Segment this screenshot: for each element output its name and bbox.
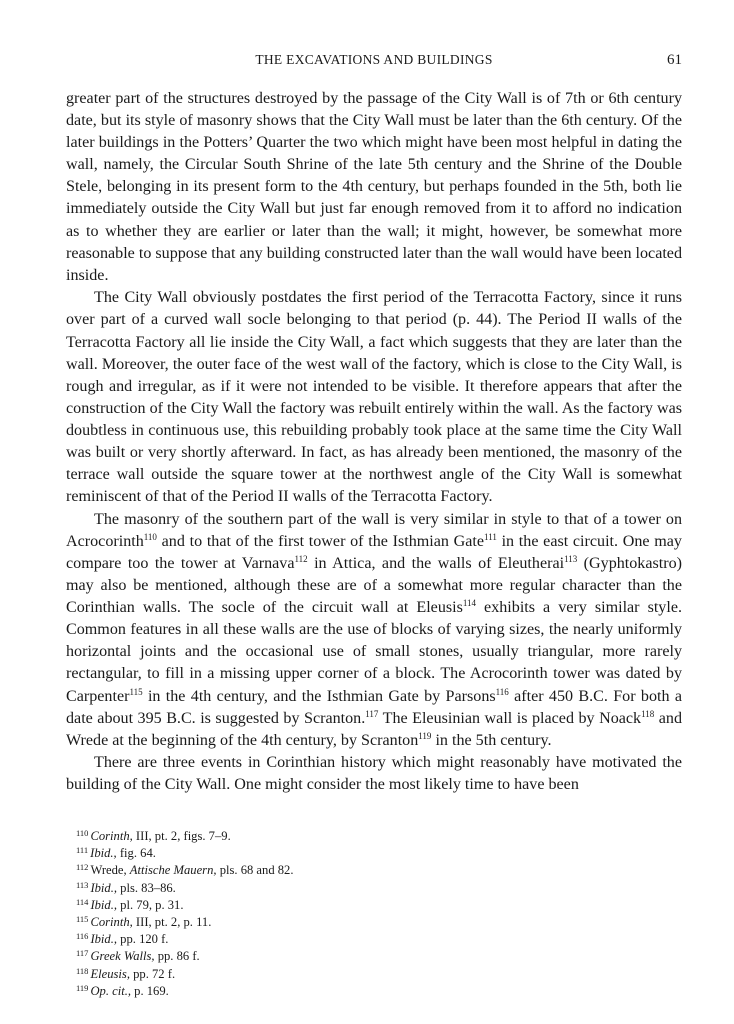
footnote-reference: 117 — [365, 708, 379, 719]
text-run: and Wrede at the beginning of the 4th century, by Scranton — [66, 709, 682, 749]
footnote-reference: 115 — [129, 686, 143, 697]
footnote-number: 114 — [76, 896, 89, 907]
text-run: (Gyphtokastro) may also be mentioned, although these are of a somewhat more regular character than the Corinthian walls. The socle of the circuit wall at Eleusis — [66, 554, 682, 617]
footnote-text: pp. 86 f. — [154, 949, 200, 964]
footnote-reference: 119 — [418, 730, 432, 741]
footnote-title: Corinth, — [90, 915, 133, 930]
footnote-reference: 110 — [143, 531, 157, 542]
footnote-number: 112 — [76, 862, 89, 873]
text-run: and to that of the first tower of the Isthmian Gate — [156, 532, 485, 550]
footnote-number: 110 — [76, 828, 89, 838]
footnote — [66, 826, 682, 843]
footnote-title: Eleusis, — [90, 966, 130, 981]
footnote-reference: 113 — [564, 553, 578, 564]
paragraph — [66, 509, 682, 752]
footnote — [66, 878, 682, 895]
text-run: The City Wall obviously postdates the first period of the Terracotta Factory, since it runs over part of a curved wall socle belonging to that period (p. 44). The Period II walls of the Terracotta Factory all lie inside the City Wall, a fact which suggests that they are later than the wall. Moreover, the outer face of the west wall of the factory, which is close to the City Wall, is rough and irregular, as if it were not intended to be visible. It therefore appears that after the construction of the City Wall the factory was rebuilt entirely within the wall. As the factory was doubtless in continuous use, this rebuilding probably took place at the same time the City Wall was built or very shortly afterward. In fact, as has already been mentioned, the masonry of the terrace wall outside the square tower at the northwest angle of the City Wall is somewhat reminiscent of that of the Period II walls of the Terracotta Factory. — [66, 289, 682, 506]
footnote-text: Wrede, — [90, 863, 130, 878]
footnote-number: 113 — [76, 879, 89, 890]
paragraph — [66, 287, 682, 508]
footnote-title: Attische Mauern, — [129, 863, 217, 878]
footnote-number: 119 — [76, 982, 89, 993]
footnote-text: pl. 79, p. 31. — [117, 897, 184, 912]
text-run: greater part of the structures destroyed by the passage of the City Wall is of 7th or 6th century date, but its style of masonry shows that the City Wall must be later than the 6th century. Of the later buildings in the Potters’ Quarter the two which might have been most helpful in dating the wall, namely, the Circular South Shrine of the late 5th century and the Shrine of the Double Stele, belonging in its present form to the 4th century, but perhaps founded in the 5th, both lie immediately outside the City Wall but just far enough removed from it to afford no indication as to whether they are earlier or later than the wall; it might, however, be somewhat more reasonable to suppose that any building constructed later than the wall would have been located inside. — [66, 90, 682, 284]
footnote — [66, 981, 682, 998]
footnote-title: Ibid., — [90, 897, 118, 912]
body-text — [66, 88, 682, 797]
text-run: exhibits a very similar style. Common features in all these walls are the use of blocks of varying sizes, the nearly uniformly horizontal joints and the occasional use of small stones, usually triangular, more rarely rectangular, to fill in a missing upper corner of a block. The Acrocorinth tower was dated by Carpenter — [66, 599, 682, 705]
text-run: The Eleusinian wall is placed by Noack — [378, 709, 642, 727]
footnote-text: III, pt. 2, figs. 7–9. — [132, 829, 231, 843]
paragraph — [66, 752, 682, 796]
footnote-reference: 112 — [294, 553, 308, 564]
footnote-number: 118 — [76, 965, 89, 976]
footnote — [66, 860, 682, 877]
footnote-reference: 114 — [462, 598, 477, 609]
footnote — [66, 929, 682, 946]
text-run: in Attica, and the walls of Eleutherai — [307, 554, 565, 572]
footnote-reference: 118 — [641, 708, 655, 719]
footnote-title: Greek Walls, — [90, 949, 155, 964]
text-run: in the east circuit. One may compare too the tower at Varnava — [66, 532, 682, 572]
page-header — [66, 52, 682, 72]
footnote — [66, 946, 682, 963]
footnote-number: 115 — [76, 914, 89, 925]
footnote-number: 117 — [76, 948, 89, 959]
footnote-number: 116 — [76, 931, 89, 942]
footnote-title: Ibid., — [90, 880, 118, 895]
footnote-number: 111 — [76, 845, 89, 856]
text-run: The masonry of the southern part of the wall is very similar in style to that of a tower on Acrocorinth — [66, 510, 682, 550]
footnote-text: pls. 68 and 82. — [216, 863, 294, 878]
running-head: THE EXCAVATIONS AND BUILDINGS — [255, 52, 493, 67]
page-number: 61 — [667, 52, 682, 68]
footnote-text: fig. 64. — [116, 846, 156, 861]
footnote-title: Ibid., — [90, 846, 117, 861]
footnote-text: pls. 83–86. — [117, 880, 176, 895]
footnote — [66, 843, 682, 860]
footnote-title: Corinth, — [90, 829, 133, 843]
text-run: in the 5th century. — [431, 731, 552, 749]
text-run: after 450 B.C. For both a date about 395 B.C. is suggested by Scranton. — [66, 687, 682, 727]
footnote — [66, 895, 682, 912]
footnote-title: Op. cit., — [90, 983, 132, 998]
footnote-text: pp. 72 f. — [129, 966, 176, 981]
footnote-title: Ibid., — [90, 932, 118, 947]
footnote — [66, 964, 682, 981]
footnotes — [66, 826, 682, 998]
footnote-reference: 116 — [495, 686, 509, 697]
footnote-text: p. 169. — [131, 983, 169, 998]
text-run: There are three events in Corinthian history which might reasonably have motivated the building of the City Wall. One might consider the most likely time to have been — [66, 754, 682, 794]
footnote-reference: 111 — [484, 531, 497, 542]
paragraph — [66, 88, 682, 287]
footnote — [66, 912, 682, 929]
text-run: in the 4th century, and the Isthmian Gate by Parsons — [142, 687, 496, 705]
footnote-text: III, pt. 2, p. 11. — [132, 915, 212, 930]
footnote-text: pp. 120 f. — [117, 932, 169, 947]
